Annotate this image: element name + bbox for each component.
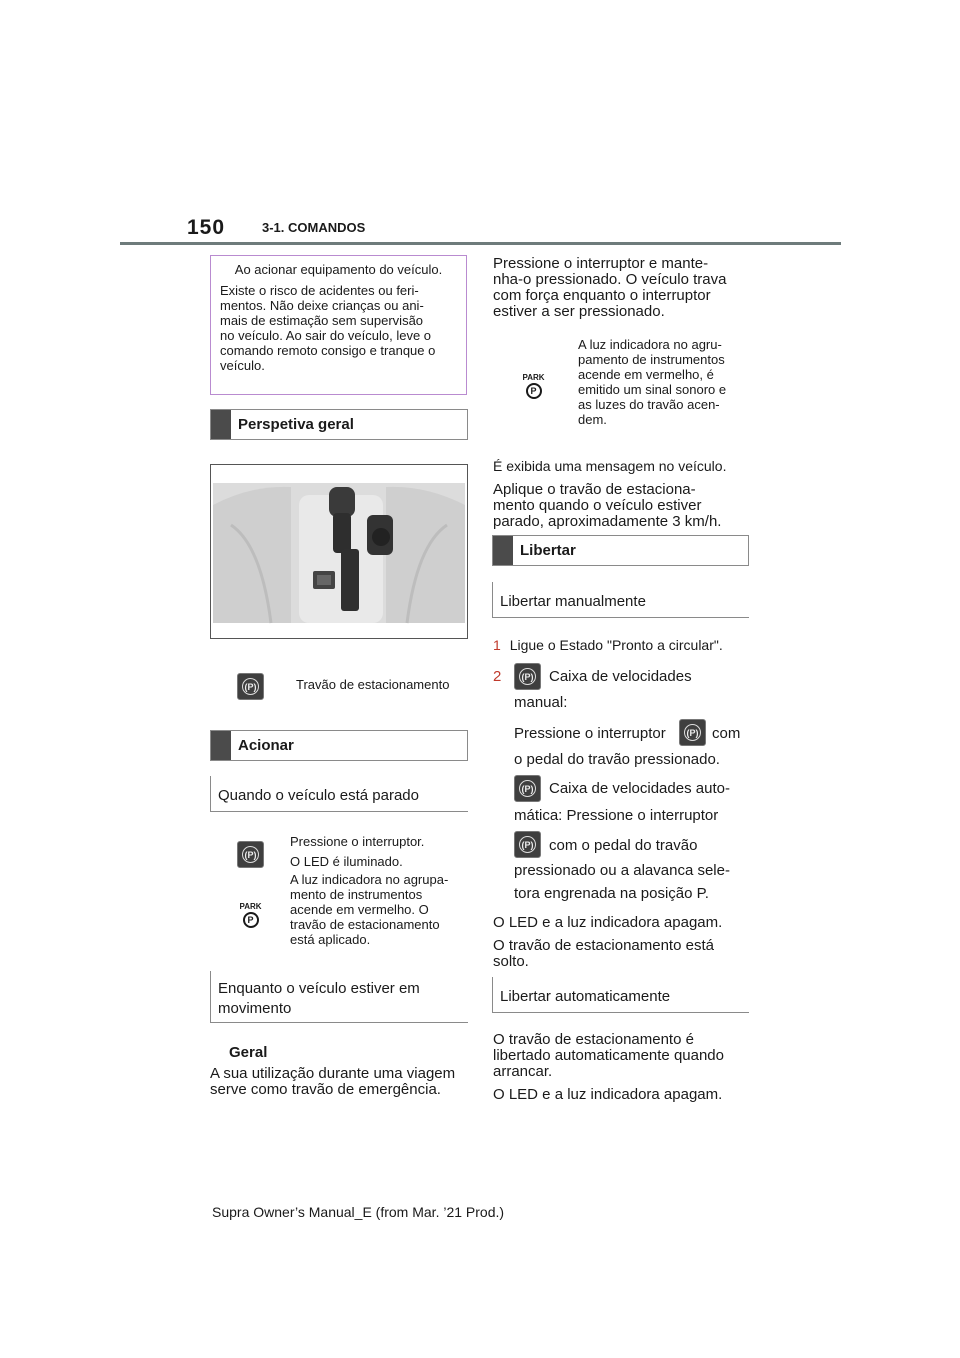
stopped-subheading bbox=[210, 776, 468, 812]
p-button-icon-6: (P) bbox=[514, 831, 541, 858]
step-2-manual: manual: bbox=[514, 694, 568, 711]
released-line: O travão de estacionamento está bbox=[493, 937, 714, 954]
auto-subheading-label: Libertar automaticamente bbox=[500, 988, 671, 1005]
heading-bar bbox=[211, 410, 231, 439]
moving-subheading bbox=[210, 971, 468, 1023]
warning-line: no veículo. Ao sair do veículo, leve o bbox=[220, 328, 432, 343]
step-2-auto: Caixa de velocidades auto- bbox=[549, 780, 730, 797]
libertar-heading bbox=[492, 535, 749, 566]
libertar-heading-label: Libertar bbox=[520, 542, 576, 559]
step-2-number: 2 bbox=[493, 668, 502, 685]
indicator-line: as luzes do travão acen- bbox=[578, 397, 720, 412]
header-rule bbox=[120, 242, 841, 245]
p-button-icon-5: (P) bbox=[514, 775, 541, 802]
stopped-line: O LED é iluminado. bbox=[290, 854, 403, 869]
p-button-icon-3: (P) bbox=[514, 663, 541, 690]
auto-subheading bbox=[492, 977, 749, 1013]
p-button-icon-2: (P) bbox=[237, 841, 264, 868]
acionar-heading-label: Acionar bbox=[238, 737, 294, 754]
console-photo bbox=[210, 464, 468, 639]
moving-line: movimento bbox=[218, 1000, 292, 1017]
warning-body bbox=[220, 283, 457, 373]
step-2-selector: pressionado ou a alavanca sele- bbox=[514, 862, 730, 879]
step-2-com: com bbox=[712, 725, 741, 742]
warning-line: mais de estimação sem supervisão bbox=[220, 313, 424, 328]
step-number: 1 bbox=[493, 637, 501, 653]
manual-subheading-label: Libertar manualmente bbox=[500, 593, 646, 610]
heading-bar bbox=[211, 731, 231, 760]
p-button-icon-4: (P) bbox=[679, 719, 706, 746]
press-hold-line: Pressione o interruptor e mante- bbox=[493, 255, 709, 272]
released-text bbox=[493, 938, 714, 970]
indicator-line: travão de estacionamento bbox=[290, 917, 440, 932]
apply-line: Aplique o travão de estaciona- bbox=[493, 481, 696, 498]
released-line: solto. bbox=[493, 953, 529, 970]
auto-text bbox=[493, 1032, 724, 1080]
press-hold-text bbox=[493, 256, 726, 320]
step-2-auto-press: mática: Pressione o interruptor bbox=[514, 807, 719, 824]
step-text: Ligue o Estado "Pronto a circular". bbox=[509, 637, 723, 653]
geral-text bbox=[210, 1066, 455, 1098]
geral-heading: Geral bbox=[229, 1044, 268, 1061]
park-indicator-icon: PARK P bbox=[237, 902, 264, 928]
manual-subheading bbox=[492, 582, 749, 618]
step-2-manual-gearbox: Caixa de velocidades bbox=[549, 668, 692, 685]
p-button-icon: (P) bbox=[237, 673, 264, 700]
warning-line: Existe o risco de acidentes ou feri- bbox=[220, 283, 419, 298]
park-indicator-icon-2: PARK P bbox=[520, 373, 547, 399]
warning-line: mentos. Não deixe crianças ou ani- bbox=[220, 298, 424, 313]
step-1 bbox=[493, 637, 723, 653]
apply-line: mento quando o veículo estiver bbox=[493, 497, 702, 514]
stopped-line: Pressione o interruptor. bbox=[290, 834, 425, 849]
section-title: 3-1. COMANDOS bbox=[262, 220, 366, 235]
warning-box bbox=[210, 255, 467, 395]
step-2-position: tora engrenada na posição P. bbox=[514, 885, 709, 902]
parking-brake-icon bbox=[237, 673, 264, 700]
press-hold-line: com força enquanto o interruptor bbox=[493, 287, 711, 304]
stopped-subheading-label: Quando o veículo está parado bbox=[218, 787, 419, 804]
moving-line: Enquanto o veículo estiver em bbox=[218, 980, 420, 997]
apply-text bbox=[493, 482, 721, 530]
press-hold-line: nha-o pressionado. O veículo trava bbox=[493, 271, 727, 288]
heading-bar bbox=[493, 536, 513, 565]
press-hold-line: estiver a ser pressionado. bbox=[493, 303, 665, 320]
step-2-pedal-2: com o pedal do travão bbox=[549, 837, 698, 854]
console-illustration bbox=[211, 465, 467, 638]
step-2-pedal: o pedal do travão pressionado. bbox=[514, 751, 720, 768]
warning-line: comando remoto consigo e tranque o bbox=[220, 343, 436, 358]
apply-line: parado, aproximadamente 3 km/h. bbox=[493, 513, 722, 530]
led-off-text-2: O LED e a luz indicadora apagam. bbox=[493, 1086, 723, 1103]
parking-brake-label: Travão de estacionamento bbox=[296, 677, 450, 692]
indicator-line: mento de instrumentos bbox=[290, 887, 423, 902]
indicator-line: dem. bbox=[578, 412, 607, 427]
footer: Supra Owner’s Manual_E (from Mar. ’21 Prod.) bbox=[212, 1204, 505, 1220]
indicator-line: emitido um sinal sonoro e bbox=[578, 382, 727, 397]
stopped-instruction bbox=[290, 834, 448, 947]
auto-line: O travão de estacionamento é bbox=[493, 1031, 694, 1048]
geral-line: serve como travão de emergência. bbox=[210, 1081, 441, 1098]
indicator-line: A luz indicadora no agrupa- bbox=[290, 872, 449, 887]
auto-line: libertado automaticamente quando bbox=[493, 1047, 724, 1064]
indicator-line: está aplicado. bbox=[290, 932, 371, 947]
step-2-press: Pressione o interruptor bbox=[514, 725, 666, 742]
indicator-line: acende em vermelho, é bbox=[578, 367, 714, 382]
indicator-text-right bbox=[578, 337, 726, 427]
message-text: É exibida uma mensagem no veículo. bbox=[493, 458, 727, 474]
page-number: 150 bbox=[187, 216, 226, 239]
acionar-heading bbox=[210, 730, 468, 761]
warning-title: Ao acionar equipamento do veículo. bbox=[234, 262, 443, 277]
indicator-line: pamento de instrumentos bbox=[578, 352, 725, 367]
geral-line: A sua utilização durante uma viagem bbox=[210, 1065, 456, 1082]
indicator-line: A luz indicadora no agru- bbox=[578, 337, 722, 352]
indicator-line: acende em vermelho. O bbox=[290, 902, 429, 917]
auto-line: arrancar. bbox=[493, 1063, 553, 1080]
overview-heading-label: Perspetiva geral bbox=[238, 416, 354, 433]
overview-heading bbox=[210, 409, 468, 440]
warning-line: veículo. bbox=[220, 358, 265, 373]
led-off-text: O LED e a luz indicadora apagam. bbox=[493, 914, 723, 931]
